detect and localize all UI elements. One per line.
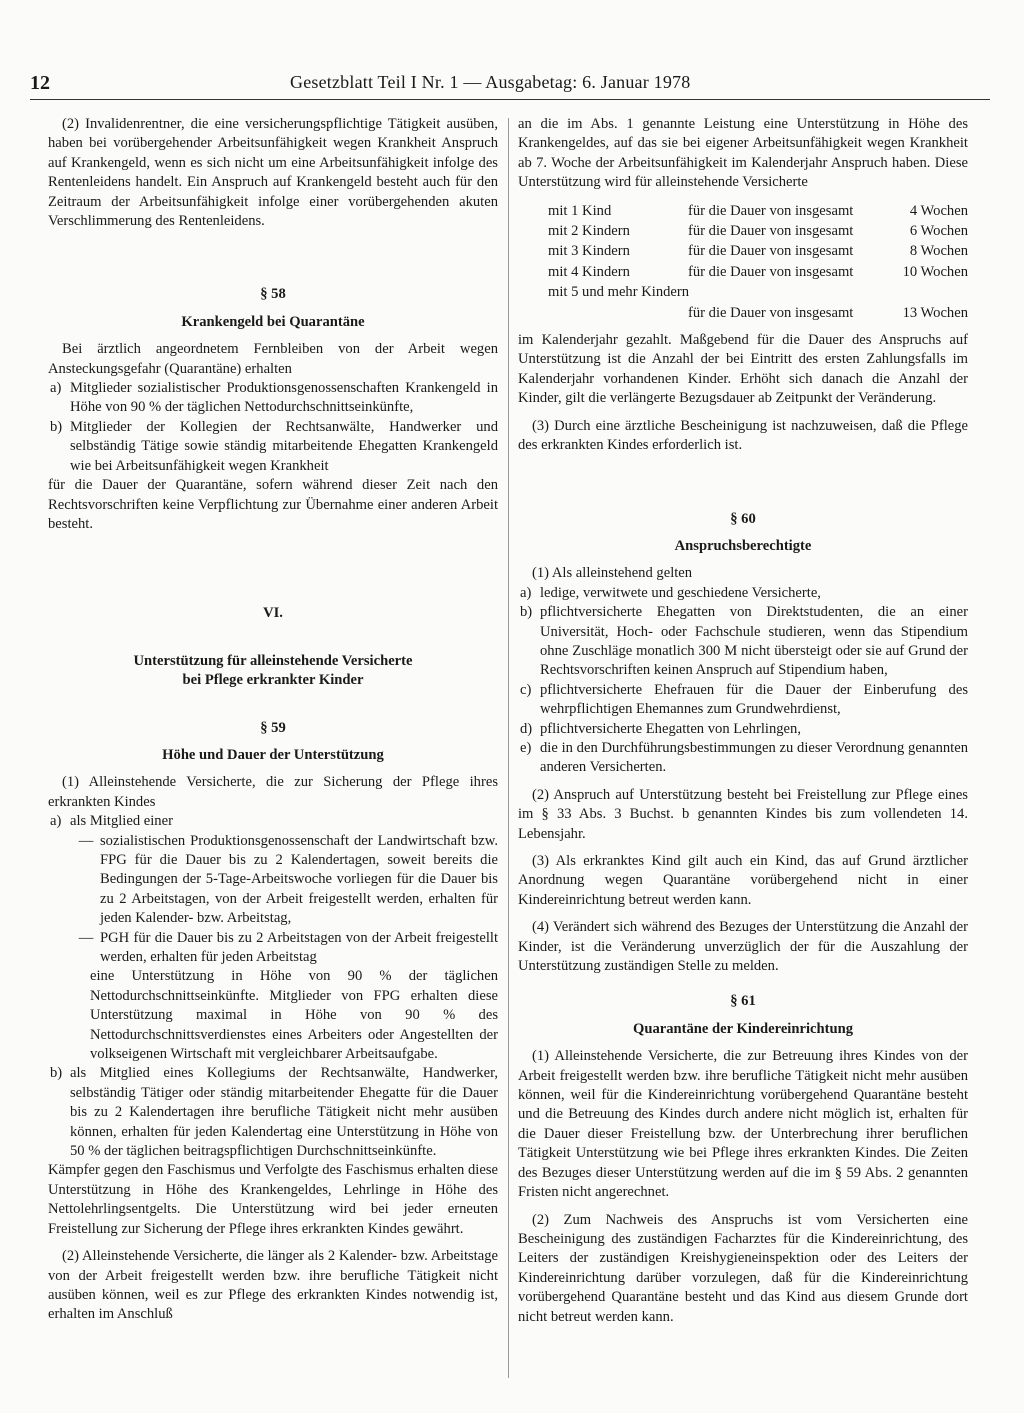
list-body: Mitglieder sozialistischer Produktionsgenossenschaften Krankengeld in Höhe von 90 % der täglichen Nettodurchschnittseinkünfte, [70, 380, 498, 416]
section-59-number: § 59 [260, 719, 286, 736]
duration-row [548, 303, 968, 323]
duration-weeks: 6 Wochen [909, 223, 968, 240]
duration-text: für die Dauer von insgesamt [688, 304, 854, 321]
duration-row [548, 241, 968, 261]
section-60-item [518, 603, 968, 681]
section-59-item-a-dash-2 [72, 929, 498, 968]
dash-marker: — [78, 929, 94, 946]
list-body: ledige, verwitwete und geschiedene Versicherte, [540, 584, 821, 601]
duration-weeks: 10 Wochen [902, 263, 968, 280]
duration-kids: mit 2 Kindern [548, 223, 630, 240]
duration-text: für die Dauer von insgesamt [688, 263, 854, 280]
section-58-outro: für die Dauer der Quarantäne, sofern während dieser Zeit nach den Rechtsvorschriften keine Verpflichtung zur Übernahme einer anderen Arbeit besteht. [48, 477, 498, 532]
right-column [518, 115, 968, 1327]
duration-kids: mit 3 Kindern [548, 243, 630, 260]
part-title-line-2: bei Pflege erkrankter Kinder [182, 672, 364, 689]
paragraph-57-2: (2) Invalidenrentner, die eine versicherungspflichtige Tätigkeit ausüben, haben bei vorübergehender Arbeitsunfähigkeit wegen Krankheit Anspruch auf Krankengeld, wenn es sich nicht um eine Arbeitsunfähigkeit infolge des Rentenleidens handelt. Ein Anspruch auf Krankengeld besteht auch für den Zeitraum der Arbeitsunfähigkeit infolge einer vorübergehenden akuten Verschlimmerung des Rentenleidens. [48, 116, 498, 230]
section-59-item-b [48, 1064, 498, 1161]
section-60-title: Anspruchsberechtigte [674, 537, 812, 554]
list-marker: e) [520, 739, 532, 756]
duration-kids: mit 1 Kind [548, 202, 612, 219]
section-59-paragraph-1: (1) Alleinstehende Versicherte, die zur Sicherung der Pflege ihres erkrankten Kindes [48, 774, 498, 810]
list-body: als Mitglied einer [70, 813, 173, 830]
section-61-paragraph-1: (1) Alleinstehende Versicherte, die zur Betreuung ihres Kindes von der Arbeit freigestellt werden bzw. ihre berufliche Tätigkeit nicht mehr ausüben können, weil für die Kindereinrichtung vorübergehend Quarantäne besteht und die Betreuung des Kindes durch andere nicht möglich ist, erhalten für die Dauer dieser Freistellung bzw. der Unterbrechung ihrer beruflichen Tätigkeit Unterstützung wie bei Pflege ihres erkrankten Kindes. Die Zeiten des Bezuges dieser Unterstützung werden auf die im § 59 Abs. 2 genannten Fristen nicht angerechnet. [518, 1048, 968, 1201]
section-60-paragraph-2: (2) Anspruch auf Unterstützung besteht bei Freistellung zur Pflege eines im § 33 Abs. 3 Buchst. b genannten Kindes bis zum vollendeten 14. Lebensjahr. [518, 786, 968, 842]
duration-text: für die Dauer von insgesamt [688, 223, 854, 240]
part-number: VI. [263, 605, 283, 622]
section-60-paragraph-4: (4) Verändert sich während des Bezuges der Unterstützung die Anzahl der Kinder, ist die Veränderung unverzüglich der für die Auszahlung der Unterstützung zuständigen Stelle zu melden. [518, 919, 968, 975]
left-column [48, 115, 498, 1325]
duration-kids: mit 5 und mehr Kindern [548, 284, 690, 301]
section-60-list [518, 584, 968, 778]
list-body: die in den Durchführungsbestimmungen zu dieser Verordnung genannten anderen Versicherten. [540, 739, 968, 776]
section-58-number: § 58 [260, 286, 286, 303]
section-60-paragraph-1: (1) Als alleinstehend gelten [532, 565, 693, 582]
section-61-paragraph-2: (2) Zum Nachweis des Anspruchs ist vom Versicherten eine Bescheinigung des zuständigen Facharztes für die Kindereinrichtung, des Leiters der zuständigen Kreishygieneinspektion oder des Leiters der Kindereinrichtung darüber vorzulegen, daß für die Kindereinrichtung vorübergehend Quarantäne besteht und das Kind aus diesem Grunde dort nicht betreut werden kann. [518, 1211, 968, 1325]
list-body: pflichtversicherte Ehegatten von Direktstudenten, die an einer Universität, Hoch- oder Fachschule studieren, wenn das Stipendium ohne Zuschläge monatlich 300 M nicht übersteigt oder sie auf Grund der Rechtsvorschriften keinen Anspruch auf Stipendium haben, [540, 604, 968, 679]
header-rule [30, 99, 990, 100]
section-59-paragraph-2-continued: an die im Abs. 1 genannte Leistung eine Unterstützung in Höhe des Krankengeldes, auf das sie bei eigener Arbeitsunfähigkeit wegen Krankheit ab 7. Woche der Arbeitsunfähigkeit im Kalenderjahr Anspruch haben. Diese Unterstützung wird für alleinstehende Versicherte [518, 116, 968, 191]
page-number: 12 [30, 72, 50, 94]
duration-weeks: 4 Wochen [909, 202, 968, 219]
duration-weeks: 13 Wochen [902, 304, 968, 321]
section-59-paragraph-2-end: im Kalenderjahr gezahlt. Maßgebend für die Dauer des Anspruchs auf Unterstützung ist die Anzahl der bei Eintritt des ersten Zahlungsfalls im Kalenderjahr vorhandenen Kinder. Erhöht sich danach die Anzahl der Kinder, gilt die verlängerte Bezugsdauer ab Zeitpunkt der Veränderung. [518, 332, 968, 407]
duration-kids: mit 4 Kindern [548, 263, 630, 280]
list-marker: a) [520, 584, 532, 601]
section-60-item [518, 739, 968, 778]
duration-table-body [548, 201, 968, 283]
duration-row [548, 221, 968, 241]
section-60-paragraph-3: (3) Als erkranktes Kind gilt auch ein Kind, das auf Grund ärztlicher Anordnung wegen Quarantäne vorübergehend nicht in einer Kindereinrichtung betreut werden kann. [518, 853, 968, 908]
section-59-kaempfer: Kämpfer gegen den Faschismus und Verfolgte des Faschismus erhalten diese Unterstützung in Höhe des Krankengeldes, Lehrlinge in Höhe des Nettolehrlingsentgelts. Die Unterstützung wird bei jeder erneuten Freistellung zur Sicherung der Pflege ihres erkrankten Kindes gewährt. [48, 1162, 498, 1237]
section-60-number: § 60 [730, 510, 756, 527]
duration-text: für die Dauer von insgesamt [688, 202, 854, 219]
duration-weeks: 8 Wochen [909, 243, 968, 260]
section-58-intro: Bei ärztlich angeordnetem Fernbleiben von der Arbeit wegen Ansteckungsgefahr (Quarantäne) erhalten [48, 341, 498, 377]
duration-table-body-last [548, 282, 968, 323]
section-61-title: Quarantäne der Kindereinrichtung [632, 1020, 853, 1037]
list-marker: d) [520, 720, 533, 737]
dash-marker: — [78, 832, 94, 849]
list-body: Mitglieder der Kollegien der Rechtsanwälte, Handwerker und selbständig Tätige sowie ständig mitarbeitende Ehegatten Krankengeld wie bei Arbeitsunfähigkeit wegen Krankheit [70, 418, 498, 474]
section-60-item [518, 720, 968, 739]
section-58-item-a [48, 379, 498, 418]
section-60-item [518, 584, 968, 603]
page-header [30, 72, 990, 102]
column-divider [508, 118, 509, 1378]
dash-body: sozialistischen Produktionsgenossenschaft der Landwirtschaft bzw. FPG für die Dauer bis zu 2 Kalendertagen, soweit bereits die Bedingungen der 5-Tage-Arbeitswoche vorliegen für die Dauer bis zu 2 Arbeitstagen, von der Arbeit freigestellt werden, erhalten für jeden Kalender- bzw. Arbeitstag, [100, 832, 498, 927]
list-marker: b) [50, 418, 63, 435]
section-59-title: Höhe und Dauer der Unterstützung [162, 746, 384, 763]
part-title-line-1: Unterstützung für alleinstehende Versicherte [133, 652, 413, 669]
list-marker: b) [50, 1065, 63, 1082]
section-59-item-a [48, 812, 498, 831]
section-58-title: Krankengeld bei Quarantäne [181, 313, 365, 330]
list-body: pflichtversicherte Ehefrauen für die Dauer der Einberufung des wehrpflichtigen Ehemannes zum Grundwehrdienst, [540, 681, 968, 718]
section-59-item-a-dash-1 [72, 832, 498, 929]
running-head: Gesetzblatt Teil I Nr. 1 — Ausgabetag: 6. Januar 1978 [290, 72, 691, 92]
list-marker: a) [50, 813, 62, 830]
section-59-paragraph-3: (3) Durch eine ärztliche Bescheinigung ist nachzuweisen, daß die Pflege des erkrankten Kindes erforderlich ist. [518, 417, 968, 454]
section-59-item-a-tail: eine Unterstützung in Höhe von 90 % der täglichen Nettodurchschnittseinkünfte. Mitglieder von FPG erhalten diese Unterstützung maximal in Höhe von 90 % des Nettodurchschnittsverdienstes eines Arbeiters oder Angestellten der volkseigenen Wirtschaft mit vergleichbarer Arbeitsaufgabe. [90, 968, 498, 1063]
section-59-paragraph-2: (2) Alleinstehende Versicherte, die länger als 2 Kalender- bzw. Arbeitstage von der Arbeit freigestellt werden bzw. ihre berufliche Tätigkeit nicht ausüben können, weil es zur Pflege des erkrankten Kindes notwendig ist, erhalten im Anschluß [48, 1248, 498, 1323]
dash-body: PGH für die Dauer bis zu 2 Arbeitstagen von der Arbeit freigestellt werden, erhalten für jeden Arbeitstag [100, 929, 498, 965]
list-body: pflichtversicherte Ehegatten von Lehrlingen, [540, 720, 801, 737]
section-58-item-b [48, 418, 498, 476]
section-61-number: § 61 [730, 993, 756, 1010]
duration-row [548, 262, 968, 282]
list-marker: c) [520, 681, 532, 698]
list-marker: a) [50, 380, 62, 397]
section-60-item [518, 681, 968, 720]
duration-table [548, 201, 968, 323]
duration-text: für die Dauer von insgesamt [688, 243, 854, 260]
list-marker: b) [520, 604, 533, 621]
duration-row [548, 282, 968, 302]
list-body: als Mitglied eines Kollegiums der Rechtsanwälte, Handwerker, selbständig Tätiger oder ständig mitarbeitender Ehegatte für die Dauer bis zu 2 Kalendertagen ihre berufliche Tätigkeit nicht mehr ausüben können, erhalten für jeden Kalendertag eine Unterstützung in Höhe von 50 % der täglichen beitragspflichtigen Durchschnittseinkünfte. [70, 1065, 498, 1160]
duration-row [548, 201, 968, 221]
